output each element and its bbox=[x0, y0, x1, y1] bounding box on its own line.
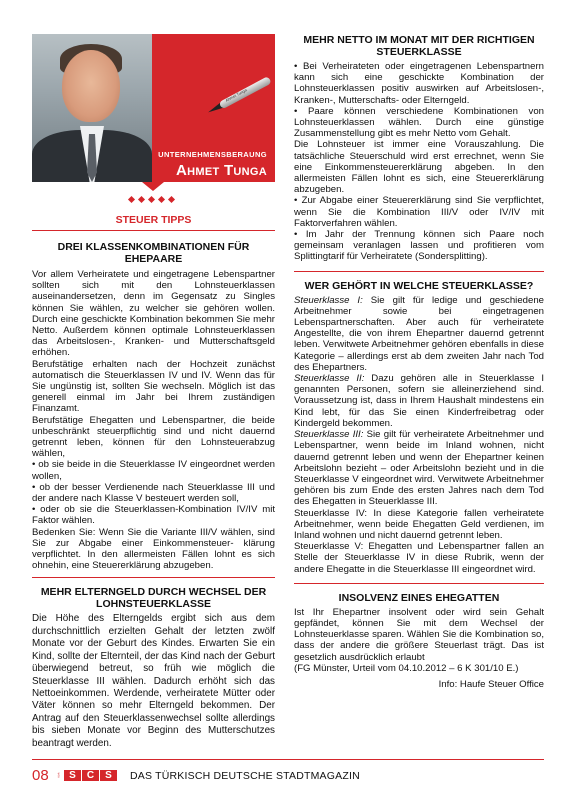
bullet-item: • oder ob sie die Steuerklassen-Kombination IV/IV mit Faktor wählen. bbox=[32, 504, 275, 527]
steuerklasse-2 bbox=[294, 373, 544, 429]
author-banner bbox=[32, 34, 275, 182]
section-divider bbox=[32, 230, 275, 231]
text: Sie gilt für verheiratete Arbeitnehmer und Lebenspartner, wenn beide im Inland wohnen, nicht dauernd getrennt leben und wenn der Ehepartner keinen Arbeitslohn bezieht – oder Arbeitslohn bezieht und in die Steuerklasse V eingeordnet wird. Verwitwete Arbeitnehmer gehören bis zum Ende des ersten Jahres nach dem Tod des Ehegatten in Steuerklasse III. bbox=[294, 429, 544, 508]
pen-engraving: Ahmet Tunga bbox=[224, 87, 248, 103]
heading-insolvenz: INSOLVENZ EINES EHEGATTEN bbox=[338, 591, 500, 604]
decorative-dots bbox=[129, 195, 189, 205]
banner-pointer bbox=[142, 182, 164, 191]
footer-divider bbox=[32, 759, 544, 760]
author-photo bbox=[32, 34, 152, 182]
right-column bbox=[294, 34, 544, 690]
section-divider bbox=[294, 583, 544, 584]
logo-letter: S bbox=[64, 770, 81, 781]
logo-letter: S bbox=[100, 770, 117, 781]
label: Steuerklasse I: bbox=[294, 294, 363, 306]
section-divider bbox=[294, 271, 544, 272]
left-column bbox=[32, 34, 275, 750]
heading-mehr-netto: MEHR NETTO IM MONAT MIT DER RICHTIGEN STEUERKLASSE bbox=[303, 34, 535, 58]
logo-letter: C bbox=[82, 770, 99, 781]
bullet-item: • Zur Abgabe einer Steuererklärung sind Sie verpflichtet, wenn Sie die Kombination III/V oder IV/IV mit Faktorverfahren wählen. bbox=[294, 195, 544, 229]
section-divider bbox=[32, 577, 275, 578]
footer bbox=[32, 769, 544, 789]
citation: (FG Münster, Urteil vom 04.10.2012 – 6 K 301/10 E.) bbox=[294, 662, 519, 674]
bullet-item: • ob der besser Verdienende nach Steuerklasse III und der andere nach Klasse V besteuert werden soll, bbox=[32, 481, 275, 505]
author-name: Ahmet Tunga bbox=[175, 162, 267, 179]
text: Sie gilt für ledige und geschiedene Arbeitnehmer sowie bei eingetragenen Lebenspartnerschaften. Aber auch für verheiratete Angestellte, die von ihrem Ehepartner dauernd getrennt leben. Verwitwete Arbeitnehmer gehören ebenfalls in diese Kategorie – allerdings erst ab dem zweiten Jahr nach Tod des Ehepartners. bbox=[294, 294, 544, 373]
paragraph: Bedenken Sie: Wenn Sie die Variante III/V wählen, sind Sie zur Abgabe einer Einkommensteuer- klärung verpflichtet. In den allermeisten Fällen lohnt es sich ohnehin, eine Steuererklärung abzugeben. bbox=[32, 526, 275, 572]
bullet-item: • Bei Verheirateten oder eingetragenen Lebenspartnern kann sich eine geschickte Kombination der Lohnsteuerklassen positiv auswirken auf Arbeitslosen-, Kranken-, Mutterschafts- oder Elterngeld. bbox=[294, 61, 544, 106]
author-role: UNTERNEHMENSBERAUNG bbox=[158, 150, 267, 159]
bullet-item: • Paare können verschiedene Kombinationen von Lohnsteuerklassen wählen. Durch eine günstige Zusammenstellung gibt es mehr Netto vom Gehalt. bbox=[294, 105, 544, 140]
paragraph: Die Lohnsteuer ist immer eine Vorauszahlung. Die tatsächliche Steuerschuld wird erst errechnet, wenn Sie eine Einkommensteuererklärung abgeben. In den allermeisten Fällen lohnt es sich, eine Steuererklärung abzugeben. bbox=[294, 139, 544, 196]
bullet-item: • Im Jahr der Trennung können sich Paare noch gemeinsam veranlagen lassen und profitieren vom Splittingtarif für Verheiratete (Sondersplitting). bbox=[294, 229, 544, 263]
steuerklasse-5: Steuerklasse V: Ehegatten und Lebenspartner fallen an Stelle der Steuerklasse IV in diese Rubrik, wenn der andere Ehegatte in die Steuerklasse III eingeordnet wird. bbox=[294, 541, 544, 575]
steuerklasse-1 bbox=[294, 295, 544, 373]
bullet-item: • ob sie beide in die Steuerklasse IV eingeordnet werden wollen, bbox=[32, 459, 275, 482]
text: Dazu gehören alle in Steuerklasse I genannten Personen, sofern sie alleinerziehend sind. Voraussetzung ist, dass in Ihrem Haushalt mindestens ein Kind lebt, für das Sie einen Kinderfreibetrag oder Kindergeld bekommen. bbox=[294, 373, 544, 429]
section-title: STEUER TIPPS bbox=[115, 214, 192, 226]
source-note: Info: Haufe Steuer Office bbox=[438, 678, 544, 690]
heading-elterngeld: MEHR ELTERNGELD DURCH WECHSEL DER LOHNSTEUERKLASSE bbox=[40, 586, 267, 611]
paragraph: Vor allem Verheiratete und eingetragene Lebenspartner sollten sich mit den Lohnsteuerklassen auseinandersetzen, denn im Gegensatz zu Singles können Sie wählen, zu welcher sie gehören wollen. Durch eine geschickte Kombination bekommen Sie mehr Netto. Außerdem können optimale Lohnsteuerklassen das Arbeitslosen-, Kranken- und Mutterschaftsgeld erhöhen. bbox=[32, 269, 275, 359]
heading-steuerklasse: WER GEHÖRT IN WELCHE STEUERKLASSE? bbox=[304, 279, 534, 292]
label: Steuerklasse III: bbox=[294, 429, 364, 441]
paragraph: Berufstätige erhalten nach der Hochzeit zunächst automatisch die Steuerklassen IV und IV. Wenn das für Sie ungünstig ist, sollten Sie wechseln. Möglich ist das generell einmal im Jahr bei Ihrem zuständigen Finanzamt. bbox=[32, 358, 275, 415]
steuerklasse-3 bbox=[294, 429, 544, 507]
magazine-title: DAS TÜRKISCH DEUTSCHE STADTMAGAZIN bbox=[130, 770, 360, 782]
paragraph: Berufstätige Ehegatten und Lebenspartner, die beide unbeschränkt steuerpflichtig sind und nicht dauernd getrennt leben, können für den Lohnsteuerabzug wählen, bbox=[32, 414, 275, 460]
heading-klassenkombinationen: DREI KLASSENKOMBINATIONEN FÜR EHEPAARE bbox=[57, 241, 250, 265]
magazine-logo bbox=[64, 770, 117, 781]
steuerklasse-4: Steuerklasse IV: In diese Kategorie fallen verheiratete Arbeitnehmer, wenn beide Ehegatten Geld verdienen, im Inland wohnen und nicht dauernd getrennt leben. bbox=[294, 507, 544, 541]
paragraph: Die Höhe des Elterngelds ergibt sich aus dem durchschnittlich erzielten Gehalt der letzten zwölf Monate vor der Geburt des Kindes. Erwarten Sie ein Kind, sollte der Elternteil, der das Kind nach der Geburt überwiegend betreut, so früh wie möglich die Steuerklasse III wählen. Dadurch erhöht sich das Nettoeinkommen. Werdende, verheiratete Mütter oder Väter können so mehr Elterngeld bekommen. Der Antrag auf den Steuerklassenwechsel sollte allerdings bis sieben Monate vor Beginn des Mutterschutzes beantragt werden. bbox=[32, 613, 275, 749]
page-number: 08 bbox=[32, 767, 49, 784]
side-text: türk bbox=[56, 772, 61, 778]
label: Steuerklasse II: bbox=[294, 373, 365, 385]
paragraph: Ist Ihr Ehepartner insolvent oder wird sein Gehalt gepfändet, können Sie mit dem Wechsel der Lohnsteuerklasse sparen. Wählen Sie die Kombination so, dass der andere die größere Steuerlast trägt. Das ist gesetzlich ausdrücklich erlaubt bbox=[294, 606, 544, 663]
